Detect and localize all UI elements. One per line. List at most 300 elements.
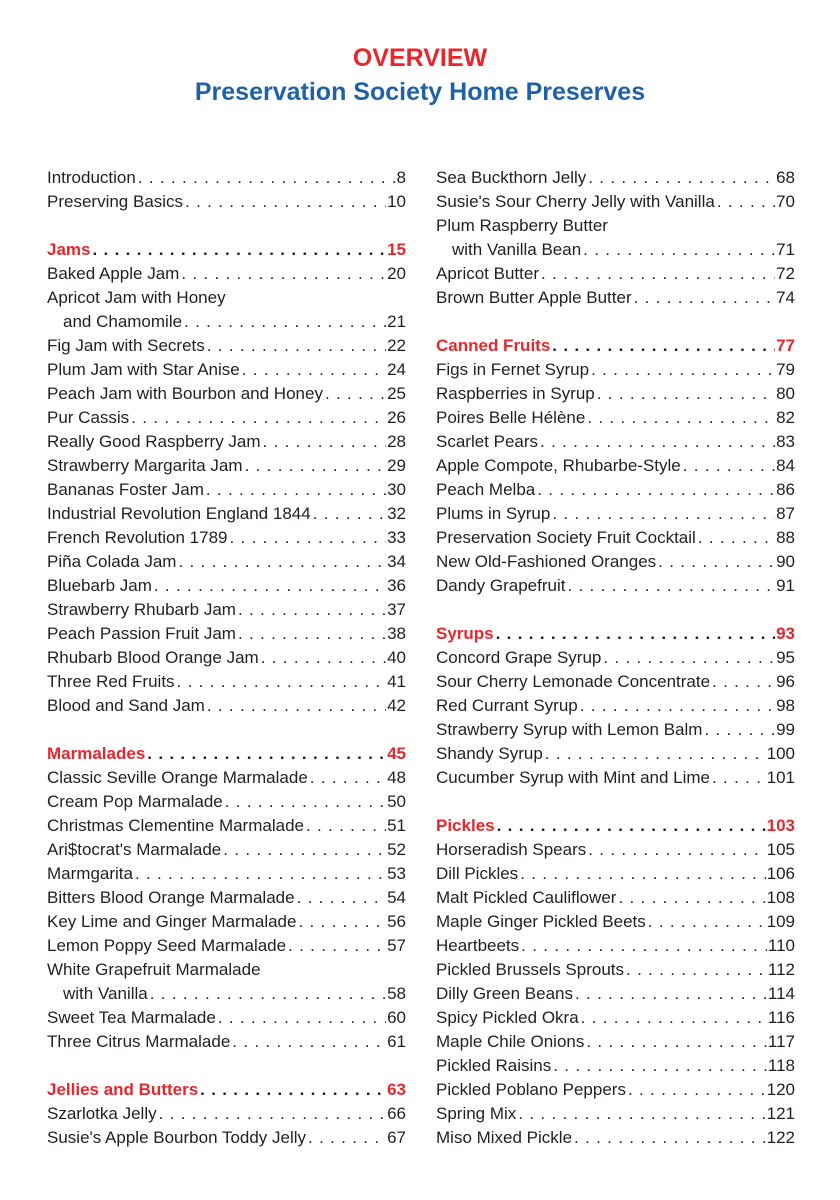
toc-page-number: 95 bbox=[776, 648, 795, 667]
toc-entry-title: Pur Cassis bbox=[47, 408, 130, 427]
dot-leader bbox=[150, 982, 386, 1006]
toc-entry-title: Horseradish Spears bbox=[436, 840, 587, 859]
toc-entry[interactable] bbox=[436, 646, 795, 670]
toc-entry[interactable] bbox=[436, 526, 795, 550]
toc-entry[interactable] bbox=[47, 310, 406, 334]
toc-section-heading[interactable] bbox=[436, 814, 795, 838]
toc-page-number: 29 bbox=[387, 456, 406, 475]
toc-entry[interactable] bbox=[436, 862, 795, 886]
toc-page-number: 72 bbox=[776, 264, 795, 283]
dot-leader bbox=[308, 1126, 386, 1150]
toc-entry-title: Shandy Syrup bbox=[436, 744, 543, 763]
dot-leader bbox=[200, 1078, 386, 1102]
toc-entry[interactable] bbox=[47, 1030, 406, 1054]
toc-entry-title: Rhubarb Blood Orange Jam bbox=[47, 648, 259, 667]
toc-page-number: 10 bbox=[387, 192, 406, 211]
toc-page-number: 88 bbox=[776, 528, 795, 547]
toc-entry-title: and Chamomile bbox=[63, 312, 183, 331]
dot-leader bbox=[178, 550, 386, 574]
dot-leader bbox=[545, 742, 766, 766]
dot-leader bbox=[325, 382, 386, 406]
toc-entry[interactable] bbox=[436, 358, 795, 382]
toc-page-number: 79 bbox=[776, 360, 795, 379]
toc-entry-title: Industrial Revolution England 1844 bbox=[47, 504, 311, 523]
toc-entry-title: Canned Fruits bbox=[436, 336, 551, 355]
dot-leader bbox=[298, 910, 386, 934]
toc-entry-title: Red Currant Syrup bbox=[436, 696, 578, 715]
toc-page-number: 21 bbox=[387, 312, 406, 331]
toc-entry[interactable] bbox=[436, 766, 795, 790]
toc-entry[interactable] bbox=[436, 1078, 795, 1102]
page-subtitle: Preservation Society Home Preserves bbox=[194, 78, 646, 106]
toc-entry-title: Fig Jam with Secrets bbox=[47, 336, 205, 355]
dot-leader bbox=[583, 238, 775, 262]
toc-entry-title: Classic Seville Orange Marmalade bbox=[47, 768, 308, 787]
dot-leader bbox=[206, 478, 386, 502]
toc-page-number: 57 bbox=[387, 936, 406, 955]
toc-entry-title: Plum Jam with Star Anise bbox=[47, 360, 240, 379]
toc-entry[interactable] bbox=[436, 1030, 795, 1054]
toc-entry-title: Raspberries in Syrup bbox=[436, 384, 595, 403]
toc-entry[interactable] bbox=[436, 934, 795, 958]
toc-entry[interactable] bbox=[47, 358, 406, 382]
toc-entry-title: Bluebarb Jam bbox=[47, 576, 152, 595]
toc-page-number: 86 bbox=[776, 480, 795, 499]
dot-leader bbox=[683, 454, 775, 478]
toc-entry-title: Pickled Poblano Peppers bbox=[436, 1080, 626, 1099]
dot-leader bbox=[232, 1030, 386, 1054]
toc-entry[interactable] bbox=[47, 502, 406, 526]
toc-entry-title: Dilly Green Beans bbox=[436, 984, 574, 1003]
toc-page-number: 70 bbox=[776, 192, 795, 211]
toc-entry[interactable] bbox=[47, 910, 406, 934]
dot-leader bbox=[92, 238, 386, 262]
page-header bbox=[0, 42, 840, 108]
toc-entry-title: Malt Pickled Cauliflower bbox=[436, 888, 617, 907]
toc-page-number: 63 bbox=[387, 1080, 406, 1099]
dot-leader bbox=[497, 814, 766, 838]
dot-leader bbox=[618, 886, 765, 910]
toc-entry-title: Marmalades bbox=[47, 744, 146, 763]
dot-leader bbox=[521, 934, 767, 958]
toc-entry[interactable] bbox=[436, 478, 795, 502]
toc-entry[interactable] bbox=[436, 718, 795, 742]
toc-entry[interactable] bbox=[47, 382, 406, 406]
toc-entry-title: Jams bbox=[47, 240, 91, 259]
dot-leader bbox=[184, 310, 386, 334]
toc-entry[interactable] bbox=[436, 262, 795, 286]
toc-page-number: 117 bbox=[767, 1032, 795, 1051]
toc-entry[interactable] bbox=[436, 1054, 795, 1078]
dot-leader bbox=[712, 766, 766, 790]
toc-entry-title: Concord Grape Syrup bbox=[436, 648, 602, 667]
toc-entry[interactable] bbox=[436, 694, 795, 718]
toc-page-number: 56 bbox=[387, 912, 406, 931]
dot-leader bbox=[597, 382, 775, 406]
dot-leader bbox=[207, 694, 386, 718]
toc-entry[interactable] bbox=[47, 838, 406, 862]
dot-leader bbox=[541, 262, 775, 286]
toc-page-number: 91 bbox=[776, 576, 795, 595]
toc-entry[interactable] bbox=[436, 958, 795, 982]
toc-page-number: 38 bbox=[387, 624, 406, 643]
toc-entry-title: Peach Passion Fruit Jam bbox=[47, 624, 236, 643]
toc-entry-title: Strawberry Margarita Jam bbox=[47, 456, 243, 475]
toc-entry[interactable] bbox=[47, 454, 406, 478]
dot-leader bbox=[138, 166, 396, 190]
toc-entry[interactable] bbox=[47, 262, 406, 286]
toc-section-heading[interactable] bbox=[436, 622, 795, 646]
toc-entry[interactable] bbox=[47, 1006, 406, 1030]
dot-leader bbox=[131, 406, 386, 430]
dot-leader bbox=[575, 982, 767, 1006]
dot-leader bbox=[626, 958, 767, 982]
toc-page-number: 36 bbox=[387, 576, 406, 595]
toc-entry-title: Apricot Butter bbox=[436, 264, 539, 283]
dot-leader bbox=[313, 502, 386, 526]
dot-leader bbox=[603, 646, 775, 670]
toc-entry-title: Brown Butter Apple Butter bbox=[436, 288, 632, 307]
toc-page-number: 42 bbox=[387, 696, 406, 715]
dot-leader bbox=[288, 934, 386, 958]
toc-entry bbox=[47, 958, 406, 982]
toc-entry bbox=[47, 286, 406, 310]
toc-page-number: 108 bbox=[766, 888, 795, 907]
toc-page-number: 84 bbox=[776, 456, 795, 475]
dot-leader bbox=[242, 358, 386, 382]
toc-entry[interactable] bbox=[47, 1102, 406, 1126]
toc-entry-title: Apricot Jam with Honey bbox=[47, 288, 226, 307]
toc-entry[interactable] bbox=[436, 1126, 795, 1150]
toc-page-number: 83 bbox=[776, 432, 795, 451]
toc-entry-title: Ari$tocrat's Marmalade bbox=[47, 840, 222, 859]
toc-page-number: 82 bbox=[776, 408, 795, 427]
toc-section-heading[interactable] bbox=[47, 742, 406, 766]
toc-entry[interactable] bbox=[436, 670, 795, 694]
toc-entry-title: Jellies and Butters bbox=[47, 1080, 199, 1099]
toc-page-number: 114 bbox=[767, 984, 795, 1003]
toc-page-number: 103 bbox=[766, 816, 795, 835]
toc-entry-title: Piña Colada Jam bbox=[47, 552, 177, 571]
toc-entry-title: Key Lime and Ginger Marmalade bbox=[47, 912, 297, 931]
toc-entry-title: Strawberry Syrup with Lemon Balm bbox=[436, 720, 703, 739]
toc-entry-title: Syrups bbox=[436, 624, 494, 643]
toc-entry-title: Cream Pop Marmalade bbox=[47, 792, 223, 811]
toc-entry-title: Peach Melba bbox=[436, 480, 536, 499]
toc-entry-title: Susie's Sour Cherry Jelly with Vanilla bbox=[436, 192, 715, 211]
dot-leader bbox=[628, 1078, 766, 1102]
toc-entry[interactable] bbox=[436, 166, 795, 190]
toc-page-number: 80 bbox=[776, 384, 795, 403]
toc-entry[interactable] bbox=[436, 406, 795, 430]
toc-entry-title: Christmas Clementine Marmalade bbox=[47, 816, 304, 835]
toc-page-number: 71 bbox=[776, 240, 795, 259]
toc-entry-title: with Vanilla Bean bbox=[452, 240, 582, 259]
toc-entry[interactable] bbox=[436, 838, 795, 862]
toc-page-number: 106 bbox=[766, 864, 795, 883]
toc-page-number: 28 bbox=[387, 432, 406, 451]
toc-page-number: 37 bbox=[387, 600, 406, 619]
toc-page-number: 118 bbox=[767, 1056, 795, 1075]
toc-page-number: 77 bbox=[776, 336, 795, 355]
toc-entry-title: Pickles bbox=[436, 816, 495, 835]
toc-entry-title: Preserving Basics bbox=[47, 192, 184, 211]
toc-entry[interactable] bbox=[47, 550, 406, 574]
toc-entry[interactable] bbox=[47, 814, 406, 838]
toc-entry[interactable] bbox=[436, 502, 795, 526]
toc-page-number: 20 bbox=[387, 264, 406, 283]
toc-page-number: 67 bbox=[387, 1128, 406, 1147]
toc-entry-title: White Grapefruit Marmalade bbox=[47, 960, 261, 979]
toc-page-number: 99 bbox=[776, 720, 795, 739]
toc-entry-title: Susie's Apple Bourbon Toddy Jelly bbox=[47, 1128, 307, 1147]
dot-leader bbox=[587, 406, 775, 430]
toc-section-heading[interactable] bbox=[47, 238, 406, 262]
toc-page-number: 105 bbox=[766, 840, 795, 859]
toc-page-number: 25 bbox=[387, 384, 406, 403]
dot-leader bbox=[223, 838, 386, 862]
toc-entry-title: Peach Jam with Bourbon and Honey bbox=[47, 384, 323, 403]
toc-entry-title: Scarlet Pears bbox=[436, 432, 539, 451]
toc-entry[interactable] bbox=[47, 766, 406, 790]
dot-leader bbox=[588, 838, 765, 862]
toc-entry-title: Dandy Grapefruit bbox=[436, 576, 566, 595]
toc-entry[interactable] bbox=[436, 886, 795, 910]
toc-page-number: 90 bbox=[776, 552, 795, 571]
dot-leader bbox=[297, 886, 387, 910]
toc-section-heading[interactable] bbox=[47, 1078, 406, 1102]
dot-leader bbox=[634, 286, 775, 310]
section-spacer bbox=[436, 598, 795, 622]
toc-page-number: 122 bbox=[766, 1128, 795, 1147]
dot-leader bbox=[154, 574, 386, 598]
toc-page-number: 40 bbox=[387, 648, 406, 667]
toc-entry-title: Plums in Syrup bbox=[436, 504, 551, 523]
dot-leader bbox=[159, 1102, 386, 1126]
toc-entry[interactable] bbox=[47, 1126, 406, 1150]
dot-leader bbox=[520, 862, 765, 886]
toc-page-number: 74 bbox=[776, 288, 795, 307]
toc-entry-title: Apple Compote, Rhubarbe-Style bbox=[436, 456, 681, 475]
toc-entry-title: Pickled Brussels Sprouts bbox=[436, 960, 625, 979]
dot-leader bbox=[306, 814, 386, 838]
toc-entry[interactable] bbox=[47, 574, 406, 598]
toc-page-number: 109 bbox=[766, 912, 795, 931]
toc-entry-title: Dill Pickles bbox=[436, 864, 519, 883]
dot-leader bbox=[574, 1126, 766, 1150]
section-spacer bbox=[47, 718, 406, 742]
toc-entry[interactable] bbox=[47, 622, 406, 646]
dot-leader bbox=[245, 454, 387, 478]
toc-entry-title: Szarlotka Jelly bbox=[47, 1104, 157, 1123]
toc-entry-title: Baked Apple Jam bbox=[47, 264, 180, 283]
toc-entry[interactable] bbox=[436, 742, 795, 766]
section-spacer bbox=[47, 1054, 406, 1078]
dot-leader bbox=[261, 646, 386, 670]
toc-page-number: 54 bbox=[387, 888, 406, 907]
toc-entry-title: Lemon Poppy Seed Marmalade bbox=[47, 936, 287, 955]
dot-leader bbox=[185, 190, 386, 214]
toc-entry-title: Spicy Pickled Okra bbox=[436, 1008, 579, 1027]
dot-leader bbox=[263, 430, 387, 454]
toc-page-number: 61 bbox=[387, 1032, 406, 1051]
dot-leader bbox=[588, 166, 775, 190]
toc-entry-title: Figs in Fernet Syrup bbox=[436, 360, 590, 379]
toc-page-number: 116 bbox=[767, 1008, 795, 1027]
toc-entry[interactable] bbox=[436, 1102, 795, 1126]
dot-leader bbox=[567, 574, 775, 598]
toc-left-column bbox=[47, 166, 406, 1150]
dot-leader bbox=[537, 478, 775, 502]
toc-entry-title: Plum Raspberry Butter bbox=[436, 216, 608, 235]
toc-entry-title: Really Good Raspberry Jam bbox=[47, 432, 261, 451]
toc-entry[interactable] bbox=[47, 694, 406, 718]
toc-page-number: 51 bbox=[387, 816, 406, 835]
toc-entry bbox=[436, 214, 795, 238]
toc-entry[interactable] bbox=[436, 550, 795, 574]
dot-leader bbox=[181, 262, 386, 286]
toc-page-number: 112 bbox=[767, 960, 795, 979]
dot-leader bbox=[698, 526, 775, 550]
dot-leader bbox=[177, 670, 387, 694]
toc-entry[interactable] bbox=[47, 982, 406, 1006]
dot-leader bbox=[586, 1030, 767, 1054]
toc-page-number: 121 bbox=[766, 1104, 795, 1123]
toc-entry[interactable] bbox=[436, 382, 795, 406]
toc-entry-title: Cucumber Syrup with Mint and Lime bbox=[436, 768, 711, 787]
toc-entry[interactable] bbox=[47, 478, 406, 502]
toc-page-number: 32 bbox=[387, 504, 406, 523]
dot-leader bbox=[540, 430, 775, 454]
toc-entry[interactable] bbox=[436, 910, 795, 934]
toc-page-number: 120 bbox=[766, 1080, 795, 1099]
toc-entry[interactable] bbox=[47, 934, 406, 958]
dot-leader bbox=[552, 334, 775, 358]
toc-page-number: 66 bbox=[387, 1104, 406, 1123]
toc-entry-title: Blood and Sand Jam bbox=[47, 696, 205, 715]
toc-page-number: 87 bbox=[776, 504, 795, 523]
toc-entry-title: Sea Buckthorn Jelly bbox=[436, 168, 587, 187]
toc-page-number: 34 bbox=[387, 552, 406, 571]
toc-entry-title: Spring Mix bbox=[436, 1104, 517, 1123]
toc-entry-title: Miso Mixed Pickle bbox=[436, 1128, 573, 1147]
toc-page-number: 50 bbox=[387, 792, 406, 811]
toc-entry[interactable] bbox=[436, 454, 795, 478]
section-spacer bbox=[436, 790, 795, 814]
dot-leader bbox=[658, 550, 775, 574]
toc-page-number: 98 bbox=[776, 696, 795, 715]
dot-leader bbox=[230, 526, 387, 550]
toc-page-number: 8 bbox=[396, 168, 406, 187]
toc-page-number: 100 bbox=[766, 744, 795, 763]
dot-leader bbox=[225, 790, 386, 814]
dot-leader bbox=[496, 622, 775, 646]
toc-entry-title: Heartbeets bbox=[436, 936, 520, 955]
toc-page-number: 22 bbox=[387, 336, 406, 355]
toc-entry[interactable] bbox=[47, 862, 406, 886]
toc-entry-title: Maple Chile Onions bbox=[436, 1032, 585, 1051]
dot-leader bbox=[518, 1102, 765, 1126]
toc-entry[interactable] bbox=[436, 190, 795, 214]
dot-leader bbox=[310, 766, 386, 790]
toc-entry[interactable] bbox=[47, 190, 406, 214]
toc-page-number: 45 bbox=[387, 744, 406, 763]
toc-entry-title: Three Citrus Marmalade bbox=[47, 1032, 231, 1051]
toc-page-number: 60 bbox=[387, 1008, 406, 1027]
toc-entry-title: Maple Ginger Pickled Beets bbox=[436, 912, 646, 931]
dot-leader bbox=[712, 670, 775, 694]
toc-right-column bbox=[436, 166, 795, 1150]
toc-entry-title: Marmgarita bbox=[47, 864, 133, 883]
toc-page-number: 110 bbox=[767, 936, 795, 955]
toc-entry-title: Three Red Fruits bbox=[47, 672, 175, 691]
dot-leader bbox=[135, 862, 386, 886]
toc-entry-title: Sweet Tea Marmalade bbox=[47, 1008, 216, 1027]
page-title: OVERVIEW bbox=[352, 44, 488, 72]
toc-entry[interactable] bbox=[47, 670, 406, 694]
toc-page-number: 68 bbox=[776, 168, 795, 187]
dot-leader bbox=[238, 598, 386, 622]
toc-entry-title: Bitters Blood Orange Marmalade bbox=[47, 888, 295, 907]
toc-entry[interactable] bbox=[436, 1006, 795, 1030]
dot-leader bbox=[238, 622, 386, 646]
toc-page-number: 33 bbox=[387, 528, 406, 547]
dot-leader bbox=[581, 1006, 767, 1030]
toc-entry[interactable] bbox=[436, 238, 795, 262]
toc-entry-title: New Old-Fashioned Oranges bbox=[436, 552, 657, 571]
toc-entry-title: Bananas Foster Jam bbox=[47, 480, 204, 499]
toc-entry-title: Strawberry Rhubarb Jam bbox=[47, 600, 236, 619]
dot-leader bbox=[717, 190, 775, 214]
dot-leader bbox=[591, 358, 775, 382]
toc-entry[interactable] bbox=[436, 982, 795, 1006]
toc-entry[interactable] bbox=[47, 526, 406, 550]
toc-entry-title: Preservation Society Fruit Cocktail bbox=[436, 528, 696, 547]
dot-leader bbox=[207, 334, 386, 358]
toc-entry[interactable] bbox=[47, 166, 406, 190]
toc-entry[interactable] bbox=[47, 598, 406, 622]
toc-page-number: 101 bbox=[766, 768, 795, 787]
dot-leader bbox=[218, 1006, 386, 1030]
toc-page-number: 15 bbox=[387, 240, 406, 259]
toc-page-number: 96 bbox=[776, 672, 795, 691]
toc-entry-title: Pickled Raisins bbox=[436, 1056, 552, 1075]
toc-entry[interactable] bbox=[47, 886, 406, 910]
dot-leader bbox=[704, 718, 775, 742]
dot-leader bbox=[648, 910, 766, 934]
toc-page-number: 30 bbox=[387, 480, 406, 499]
toc-entry-title: Sour Cherry Lemonade Concentrate bbox=[436, 672, 711, 691]
toc-entry[interactable] bbox=[47, 646, 406, 670]
toc-entry[interactable] bbox=[47, 334, 406, 358]
toc-entry[interactable] bbox=[436, 430, 795, 454]
toc-section-heading[interactable] bbox=[436, 334, 795, 358]
toc-entry-title: with Vanilla bbox=[63, 984, 148, 1003]
toc-entry[interactable] bbox=[47, 406, 406, 430]
toc-entry[interactable] bbox=[47, 430, 406, 454]
toc-entry-title: French Revolution 1789 bbox=[47, 528, 228, 547]
toc-page-number: 52 bbox=[387, 840, 406, 859]
toc-entry[interactable] bbox=[47, 790, 406, 814]
toc-entry[interactable] bbox=[436, 574, 795, 598]
toc-page-number: 24 bbox=[387, 360, 406, 379]
dot-leader bbox=[580, 694, 775, 718]
dot-leader bbox=[553, 1054, 767, 1078]
section-spacer bbox=[436, 310, 795, 334]
dot-leader bbox=[552, 502, 775, 526]
toc-entry[interactable] bbox=[436, 286, 795, 310]
toc-entry-title: Introduction bbox=[47, 168, 136, 187]
